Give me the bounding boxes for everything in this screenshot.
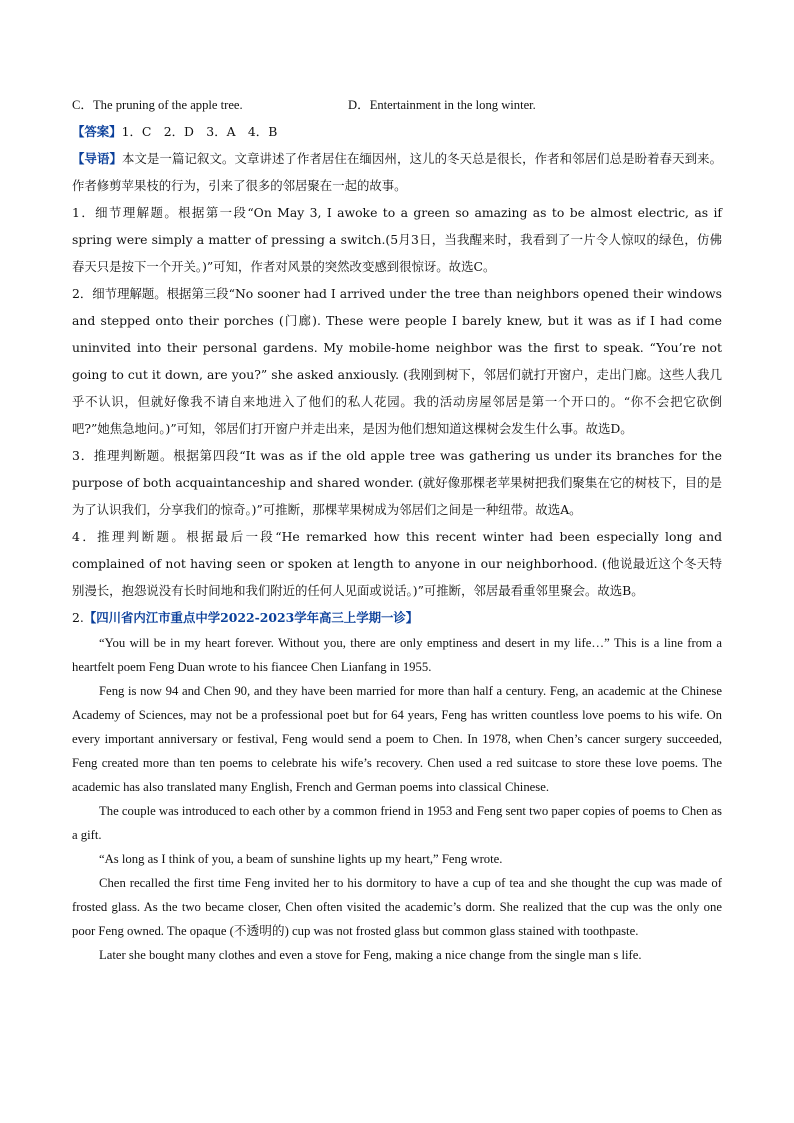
- explanation-3: 3．推理判断题。根据第四段“It was as if the old apple tree was gathering us under its branches for the purpose of both acquaintanceship and shared wonder. (就好像那棵老苹果树把我们聚集在它的树枝下，目的是为了认识我们，分享我们的惊奇。)”可推断，那棵苹果树成为邻居们之间是一种纽带。故选A。: [72, 448, 722, 517]
- passage-paragraph-4: “As long as I think of you, a beam of sunshine lights up my heart,” Feng wrote.: [99, 852, 503, 866]
- document-page: [72, 92, 722, 967]
- option-c: C．The pruning of the apple tree.: [72, 98, 243, 112]
- section-2-heading: [72, 604, 722, 631]
- options-row: [72, 92, 722, 118]
- explanation-4: 4．推理判断题。根据最后一段“He remarked how this recent winter had been especially long and complained of not having seen or spoken at length to anyone in our neighborhood. (他说最近这个冬天特别漫长，抱怨说没有长时间地和我们附近的任何人见面或说话。)”可推断，邻居最看重邻里聚会。故选B。: [72, 529, 722, 598]
- answer-label: 【答案】: [72, 124, 122, 139]
- passage-paragraph-2: Feng is now 94 and Chen 90, and they have been married for more than half a century. Feng, an academic at the Chinese Academy of Sciences, may not be a professional poet but for 64 years, Feng has written countless love poems to his wife. On every important anniversary or festival, Feng would send a poem to Chen. In 1978, when Chen’s cancer surgery succeeded, Feng created more than ten poems to celebrate his wife’s recovery. Chen used a red suitcase to store these love poems. The academic has also translated many English, French and German poems into classical Chinese.: [72, 684, 722, 794]
- answer-line: [72, 118, 722, 145]
- passage-paragraph-1: “You will be in my heart forever. Without you, there are only emptiness and desert in my life…” This is a line from a heartfelt poem Feng Duan wrote to his fiancee Chen Lianfang in 1955.: [72, 636, 722, 674]
- passage-paragraph-6: Later she bought many clothes and even a stove for Feng, making a nice change from the single man s life.: [99, 948, 642, 962]
- explanation-1: 1．细节理解题。根据第一段“On May 3, I awoke to a green so amazing as to be almost electric, as if spring were simply a matter of pressing a switch.(5月3日，当我醒来时，我看到了一片令人惊叹的绿色，仿佛春天只是按下一个开关。)”可知，作者对风景的突然改变感到很惊讶。故选C。: [72, 205, 722, 274]
- answer-text: 1．C 2．D 3．A 4．B: [121, 124, 278, 139]
- guide-text: 本文是一篇记叙文。文章讲述了作者居住在缅因州，这儿的冬天总是很长，作者和邻居们总是盼着春天到来。作者修剪苹果枝的行为，引来了很多的邻居聚在一起的故事。: [72, 151, 723, 193]
- section-source: 【四川省内江市重点中学2022-2023学年高三上学期一诊】: [83, 610, 419, 625]
- passage-paragraph-5: Chen recalled the first time Feng invited her to his dormitory to have a cup of tea and she thought the cup was made of frosted glass. As the two became closer, Chen often visited the academic’s dorm. She realized that the cup was the only one poor Feng owned. The opaque (不透明的) cup was not frosted glass but common glass stained with toothpaste.: [72, 876, 722, 938]
- option-d: D．Entertainment in the long winter.: [348, 98, 536, 112]
- explanation-2: 2．细节理解题。根据第三段“No sooner had I arrived under the tree than neighbors opened their windows and stepped onto their porches (门廊). These were people I barely knew, but it was as if I had come uninvited into their personal gardens. My mobile-home neighbor was the first to speak. “You’re not going to cut it down, are you?” she asked anxiously. (我刚到树下，邻居们就打开窗户，走出门廊。这些人我几乎不认识，但就好像我不请自来地进入了他们的私人花园。我的活动房屋邻居是第一个开口的。“你不会把它砍倒吧?”她焦急地问。)”可知，邻居们打开窗户并走出来，是因为他们想知道这棵树会发生什么事。故选D。: [72, 286, 722, 436]
- guide-label: 【导语】: [72, 151, 123, 166]
- passage-paragraph-3: The couple was introduced to each other by a common friend in 1953 and Feng sent two paper copies of poems to Chen as a gift.: [72, 804, 722, 842]
- guide-paragraph: [72, 145, 722, 199]
- section-number: 2.: [72, 610, 84, 625]
